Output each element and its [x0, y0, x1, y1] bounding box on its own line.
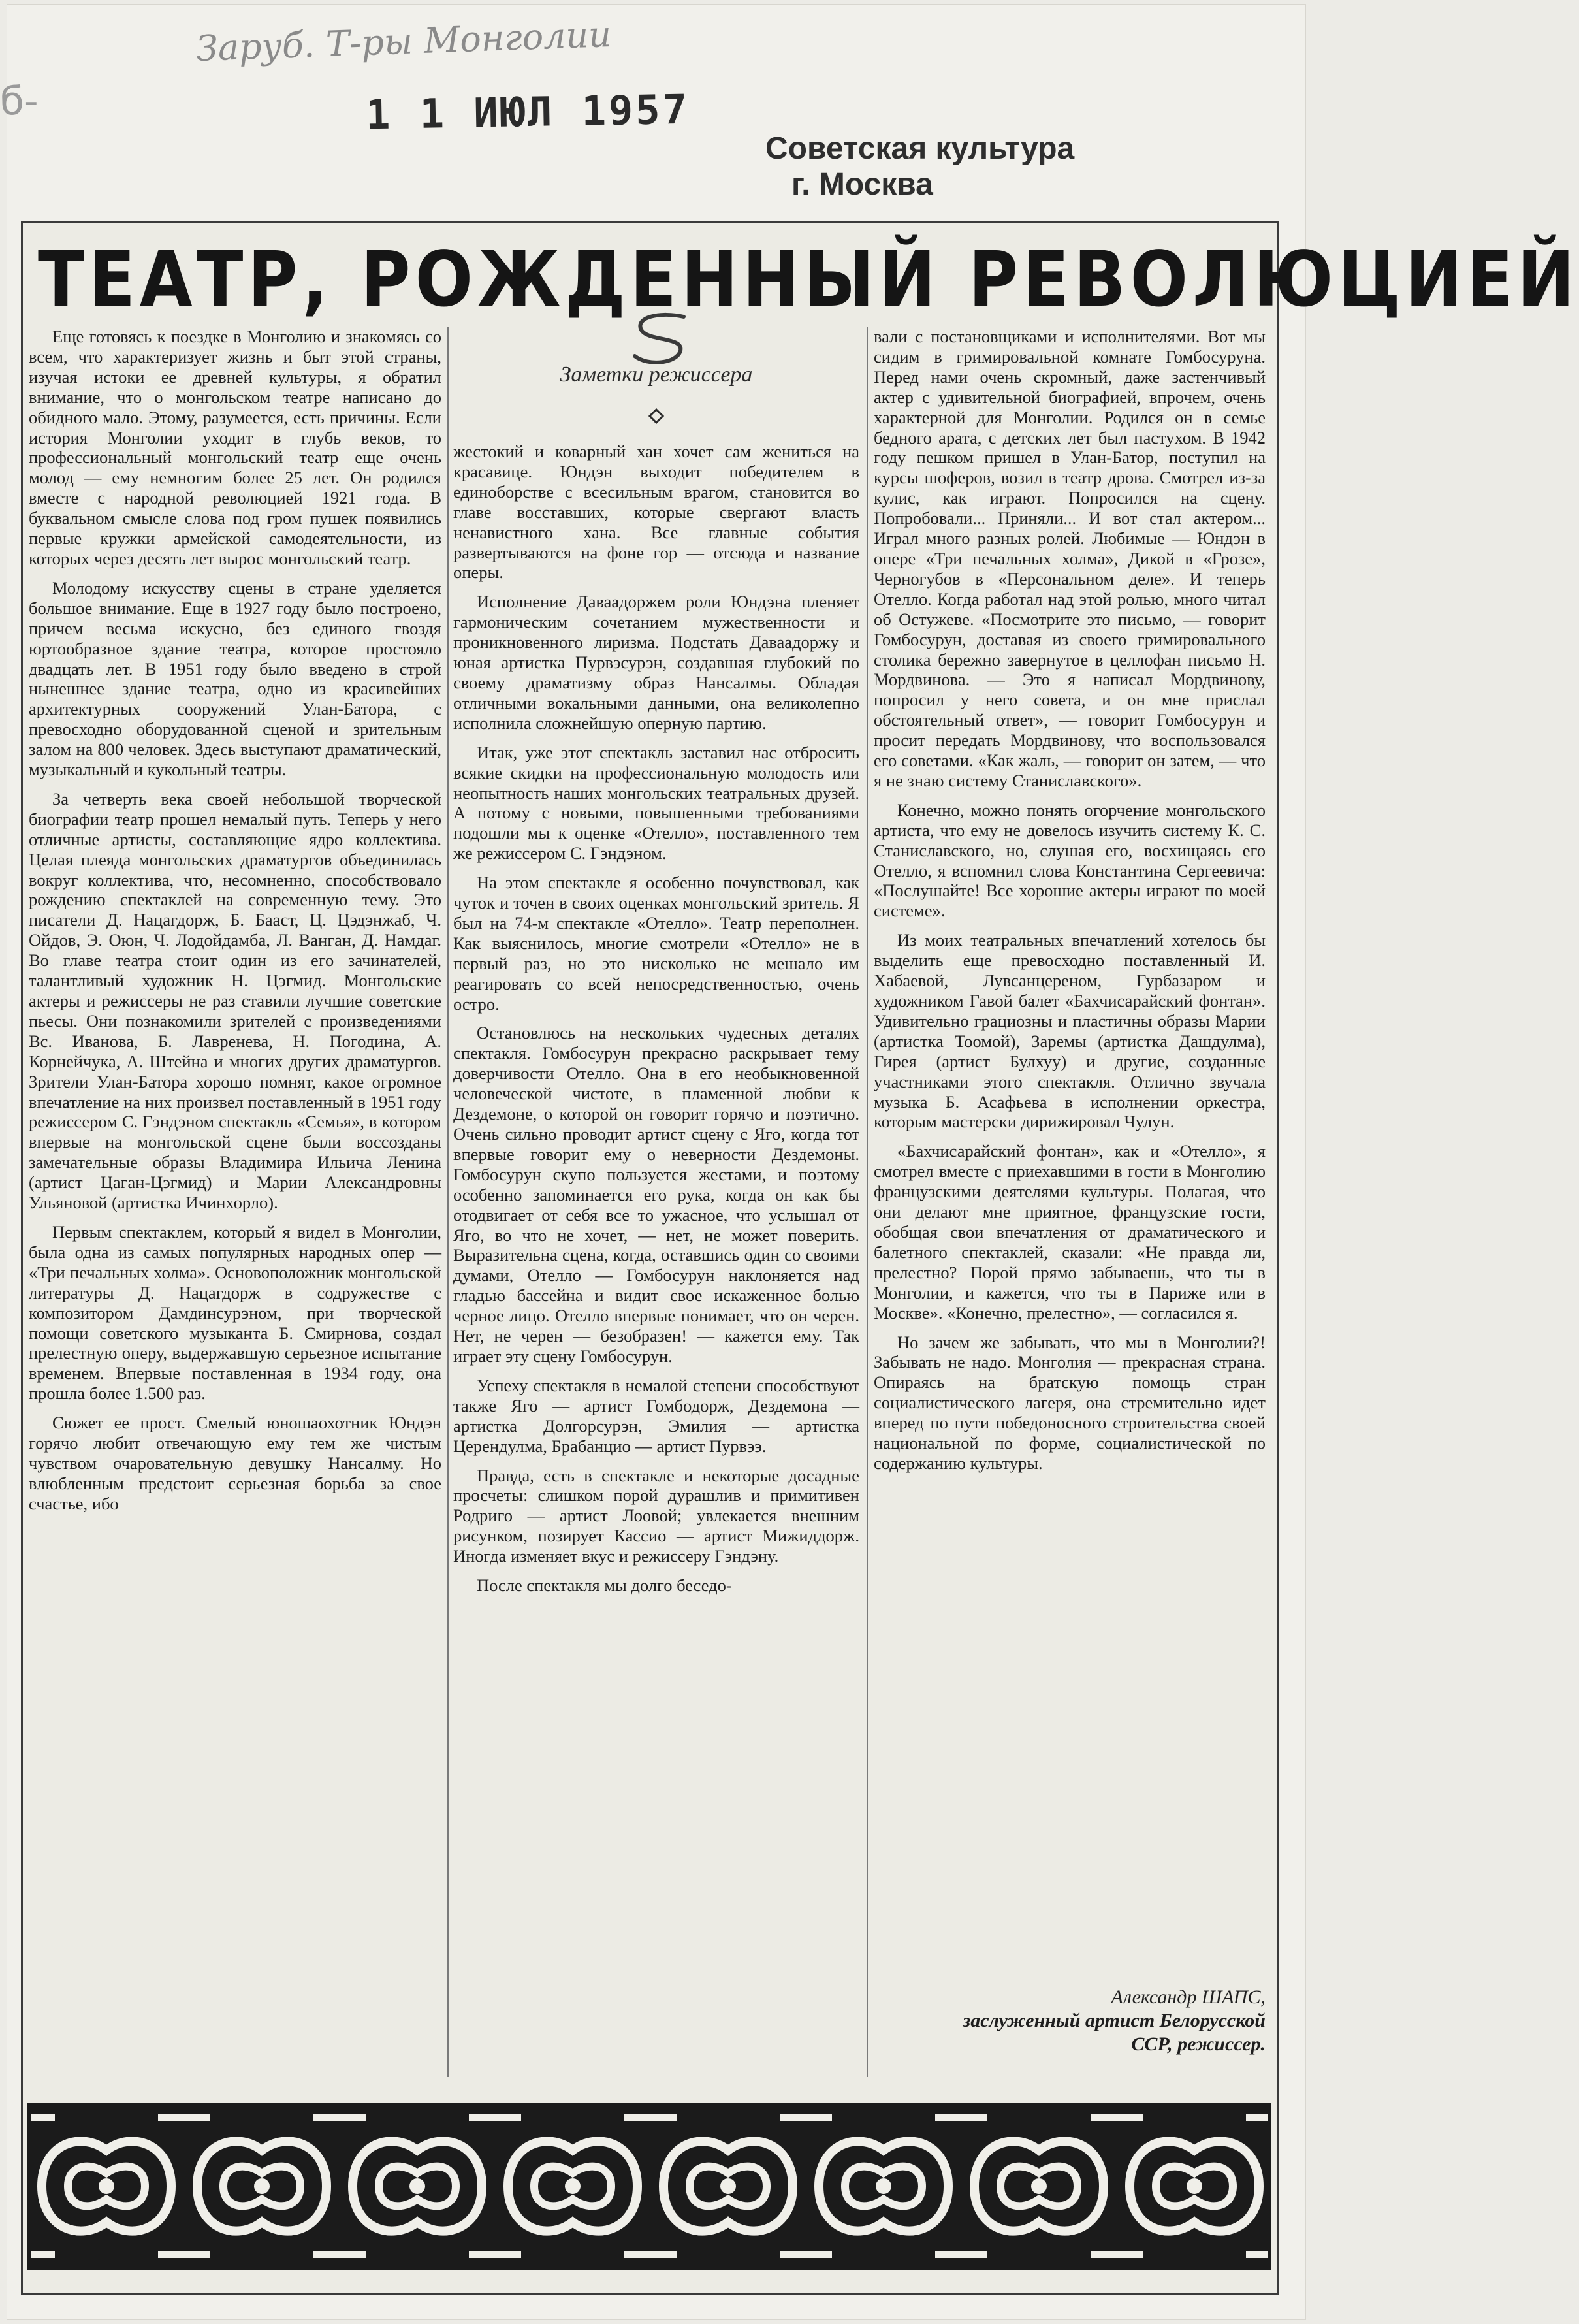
margin-mark: б- — [0, 78, 39, 124]
paragraph: После спектакля мы долго беседо- — [477, 1575, 732, 1596]
paragraph: Остановлюсь на нескольких чудесных деталях спектакля. Гомбосурун прекрасно раскрывает тему доверчивости Отелло. Она в его необыкновенной человеческой чистоте, в пламенной любви к Дездемоне, о которой он говорит горячо и поэтично. Очень сильно проводит артист сцену с Яго, когда тот впервые говорит ему о неверности Дездемоны. Гомбосурун скупо пользуется жестами, и поэтому особенно запоминается его рука, когда он как бы отодвигает от себя все то ужасное, что услышал от Яго, во что не хочет, — нет, не может поверить. Выразительна сцена, когда, оставшись один со своими думами, Отелло — Гомбосурун наклоняется над гладью бассейна и видит свое искаженное болью черное лицо. Отелло впервые понимает, что он черен. Нет, не черен — безобразен! — кажется ему. Так играет эту сцену Гомбосурун. — [453, 1023, 859, 1366]
author-signature — [874, 1986, 1266, 2056]
column-rule — [447, 327, 449, 2077]
handwritten-note: Заруб. Т-ры Монголии — [195, 13, 613, 70]
source-stamp — [765, 131, 1074, 202]
paragraph: Исполнение Даваадоржем роли Юндэна пленяет гармоническим сочетанием мужественности и проникновенного лиризма. Подстать Даваадоржу и юная артистка Пурвэсурэн, создавшая глубокий по своему драматизму образ Нансалмы. Обладая отличными вокальными данными, она великолепно исполнила сложнейшую оперную партию. — [453, 592, 859, 733]
paragraph: Успеху спектакля в немалой степени способствуют также Яго — артист Гомбодорж, Дездемона — артистка Долгорсурэн, Эмилия — артистка Церендулма, Брабанцио — артист Пурвээ. — [453, 1375, 859, 1456]
paragraph: Сюжет ее прост. Смелый юношаохотник Юндэн горячо любит отвечающую ему тем же чистым чувством очаровательную девушку Нансалму. Но влюбленным предстоит серьезная борьба за свое счастье, ибо — [29, 1413, 441, 1513]
paragraph: Молодому искусству сцены в стране уделяется большое внимание. Еще в 1927 году было построено, причем весьма искусно, без единого гвоздя юртообразное здание театра, которое простояло двадцать лет. В 1951 году было введено в строй нынешнее здание театра, одно из красивейших архитектурных сооружений Улан-Батора, с превосходно оборудованной сценой и зрительным залом на 800 человек. Здесь выступают драматический, музыкальный и кукольный театры. — [29, 577, 441, 780]
author-name: Александр ШАПС, — [1111, 1986, 1266, 2008]
source-city: г. Москва — [791, 167, 933, 202]
paragraph: Еще готовясь к поездке в Монголию и знакомясь со всем, что характеризует жизнь и быт этой страны, изучая истоки ее древней культуры, я обратил внимание, что о монгольском театре написано до обидного мало. Этому, разумеется, есть причины. Если история Монголии уходит в глубь веков, то профессиональный монгольский театр еще очень молод — ему немногим более 25 лет. Он родился вместе с народной революцией 1921 года. В буквальном смысле слова под гром пушек появились первые кружки армейской самодеятельности, из которых через десять лет вырос монгольский театр. — [29, 327, 441, 568]
article-column-3 — [874, 327, 1266, 1914]
author-title-line-2: ССР, режиссер. — [1131, 2033, 1266, 2055]
paragraph: Первым спектаклем, который я видел в Монголии, была одна из самых популярных народных опер — «Три печальных холма». Основоположник монгольской литературы Д. Нацагдорж в содружестве с композитором Дамдинсурэном, при творческой помощи советского музыканта Б. Смирнова, создал прелестную оперу, выдержавшую серьезное испытание временем. Впервые поставленная в 1934 году, она прошла более 1.500 раз. — [29, 1221, 441, 1404]
squiggle-mark-icon — [622, 310, 694, 369]
paragraph: Конечно, можно понять огорчение монгольского артиста, что ему не довелось изучить систему К. С. Станиславского, но, слушая его, восхищаясь его Отелло, я вспомнил слова Константина Сергеевича: «Послушайте! Все хорошие актеры играют по моей системе». — [874, 799, 1266, 921]
mongolian-ornament-border-icon — [29, 2105, 1269, 2268]
paragraph: «Бахчисарайский фонтан», как и «Отелло», я смотрел вместе с приехавшими в гости в Монголию французскими деятелями культуры. Полагая, что они делают мне приятное, французские гости, обобщая свои впечатления от драматического и балетного спектаклей, сказали: «Не правда ли, прелестно? Порой прямо забываешь, что ты в Монголии, и кажется, что ты в Париже или в Москве». «Конечно, прелестно», — согласился я. — [874, 1141, 1266, 1323]
article-column-2 — [453, 442, 859, 2078]
diamond-ornament-icon — [649, 409, 663, 423]
paragraph: вали с постановщиками и исполнителями. Вот мы сидим в гримировальной комнате Гомбосуруна. Перед нами очень скромный, даже застенчивый актер с удивительной биографией, впрочем, очень характерной для Монголии. Родился он в семье бедного арата, с детских лет был пастухом. В 1942 году пешком пришел в Улан-Батор, поступил на курсы шоферов, возил в театр дрова. Смотрел из-за кулис, как играют. Попросился на сцену. Попробовали... Приняли... И вот стал актером... Играл много разных ролей. Любимые — Юндэн в опере «Три печальных холма», Дикой в «Грозе», Черногубов в «Персональном деле». И теперь Отелло. Когда работал над этой ролью, много читал об Остужеве. «Посмотрите это письмо, — говорит Гомбосурун, доставая из своего гримировального столика бережно завернутое в целлофан письмо Н. Мордвинова. — Это я написал Мордвинову, попросил у него совета, и он мне прислал обстоятельный ответ», — говорит Гомбосурун и просит передать Мордвинову, что воспользовался его советами. «Как жаль, — говорит он затем, — что я не знаю систему Станиславского». — [874, 327, 1266, 790]
paragraph: Но зачем же забывать, что мы в Монголии?! Забывать не надо. Монголия — прекрасная страна. Опираясь на братскую помощь стран социалистического лагеря, она стремительно идет вперед по пути победоносного строительства своей национальной по форме, социалистической по содержанию культуры. — [874, 1332, 1266, 1473]
paragraph: Из моих театральных впечатлений хотелось бы выделить еще превосходно поставленный И. Хабаевой, Лувсанцереном, Гурбазаром и художником Гавой балет «Бахчисарайский фонтан». Удивительно грациозны и пластичны образы Марии (артистка Тоомой), Заремы (артистка Дашдулма), Гирея (артист Булхуу) и другие, созданные участниками этого спектакля. Отлично звучала музыка Б. Асафьева в исполнении оркестра, которым мастерски дирижировал Чулун. — [874, 930, 1266, 1132]
paragraph: За четверть века своей небольшой творческой биографии театр прошел немалый путь. Теперь у него отличные артисты, составляющие ядро коллектива. Целая плеяда монгольских драматургов объединилась вокруг коллектива, что, несомненно, способствовало рождению спектаклей на современную тему. Это писатели Д. Нацагдорж, Б. Бааст, Ц. Цэдэнжаб, Ч. Ойдов, Э. Оюн, Ч. Лодойдамба, Л. Ванган, Д. Намдаг. Во главе театра стоит один из его зачинателей, талантливый художник Н. Цэгмид. Монгольские актеры и режиссеры не раз ставили лучшие советские пьесы. Они познакомили зрителей с произведениями Вс. Иванова, Б. Лавренева, Н. Погодина, А. Корнейчука, А. Штейна и многих других драматургов. Зрители Улан-Батора хорошо помнят, какое огромное впечатление на них произвел поставленный в 1951 году режиссером С. Гэндэном спектакль «Семья», в котором впервые на монгольской сцене были воссозданы замечательные образы Владимира Ильича Ленина (артист Цаган-Цэгмид) и Марии Александровны Ульяновой (артистка Ичинхорло). — [29, 788, 441, 1213]
article-column-1 — [29, 327, 441, 2077]
column-rule — [867, 327, 868, 2077]
date-stamp: 1 1 ИЮЛ 1957 — [365, 85, 690, 139]
paragraph: Итак, уже этот спектакль заставил нас отбросить всякие скидки на профессиональную молодость или неопытность наших монгольских театральных друзей. А потому с новыми, повышенными требованиями подошли мы к оценке «Отелло», поставленного тем же режиссером С. Гэндэном. — [453, 742, 859, 863]
source-name: Советская культура — [765, 131, 1075, 166]
paragraph: На этом спектакле я особенно почувствовал, как чуток и точен в своих оценках монгольский зритель. Я был на 74-м спектакле «Отелло». Театр переполнен. Как выяснилось, многие смотрели «Отелло» не в первый раз, но это нисколько не мешало им реагировать со всей непосредственностью, очень остро. — [453, 873, 859, 1014]
paragraph: Правда, есть в спектакле и некоторые досадные просчеты: слишком порой дурашлив и примитивен Родриго — артист Лоовой; увлекается внешним рисунком, позирует Кассио — артист Мижиддорж. Иногда изменяет вкус и режиссеру Гэндэну. — [453, 1465, 859, 1566]
author-title-line-1: заслуженный артист Белорусской — [963, 2010, 1266, 2031]
paragraph: жестокий и коварный хан хочет сам жениться на красавице. Юндэн выходит победителем в единоборстве с всесильным врагом, становится во главе восставших, которые свергают власть ненавистного хана. Все главные события развертываются на фоне гор — отсюда и название оперы. — [453, 442, 859, 583]
article-subheading: Заметки режиссера — [560, 363, 753, 387]
article-headline: ТЕАТР, РОЖДЕННЫЙ РЕВОЛЮЦИЕЙ — [38, 234, 1579, 325]
